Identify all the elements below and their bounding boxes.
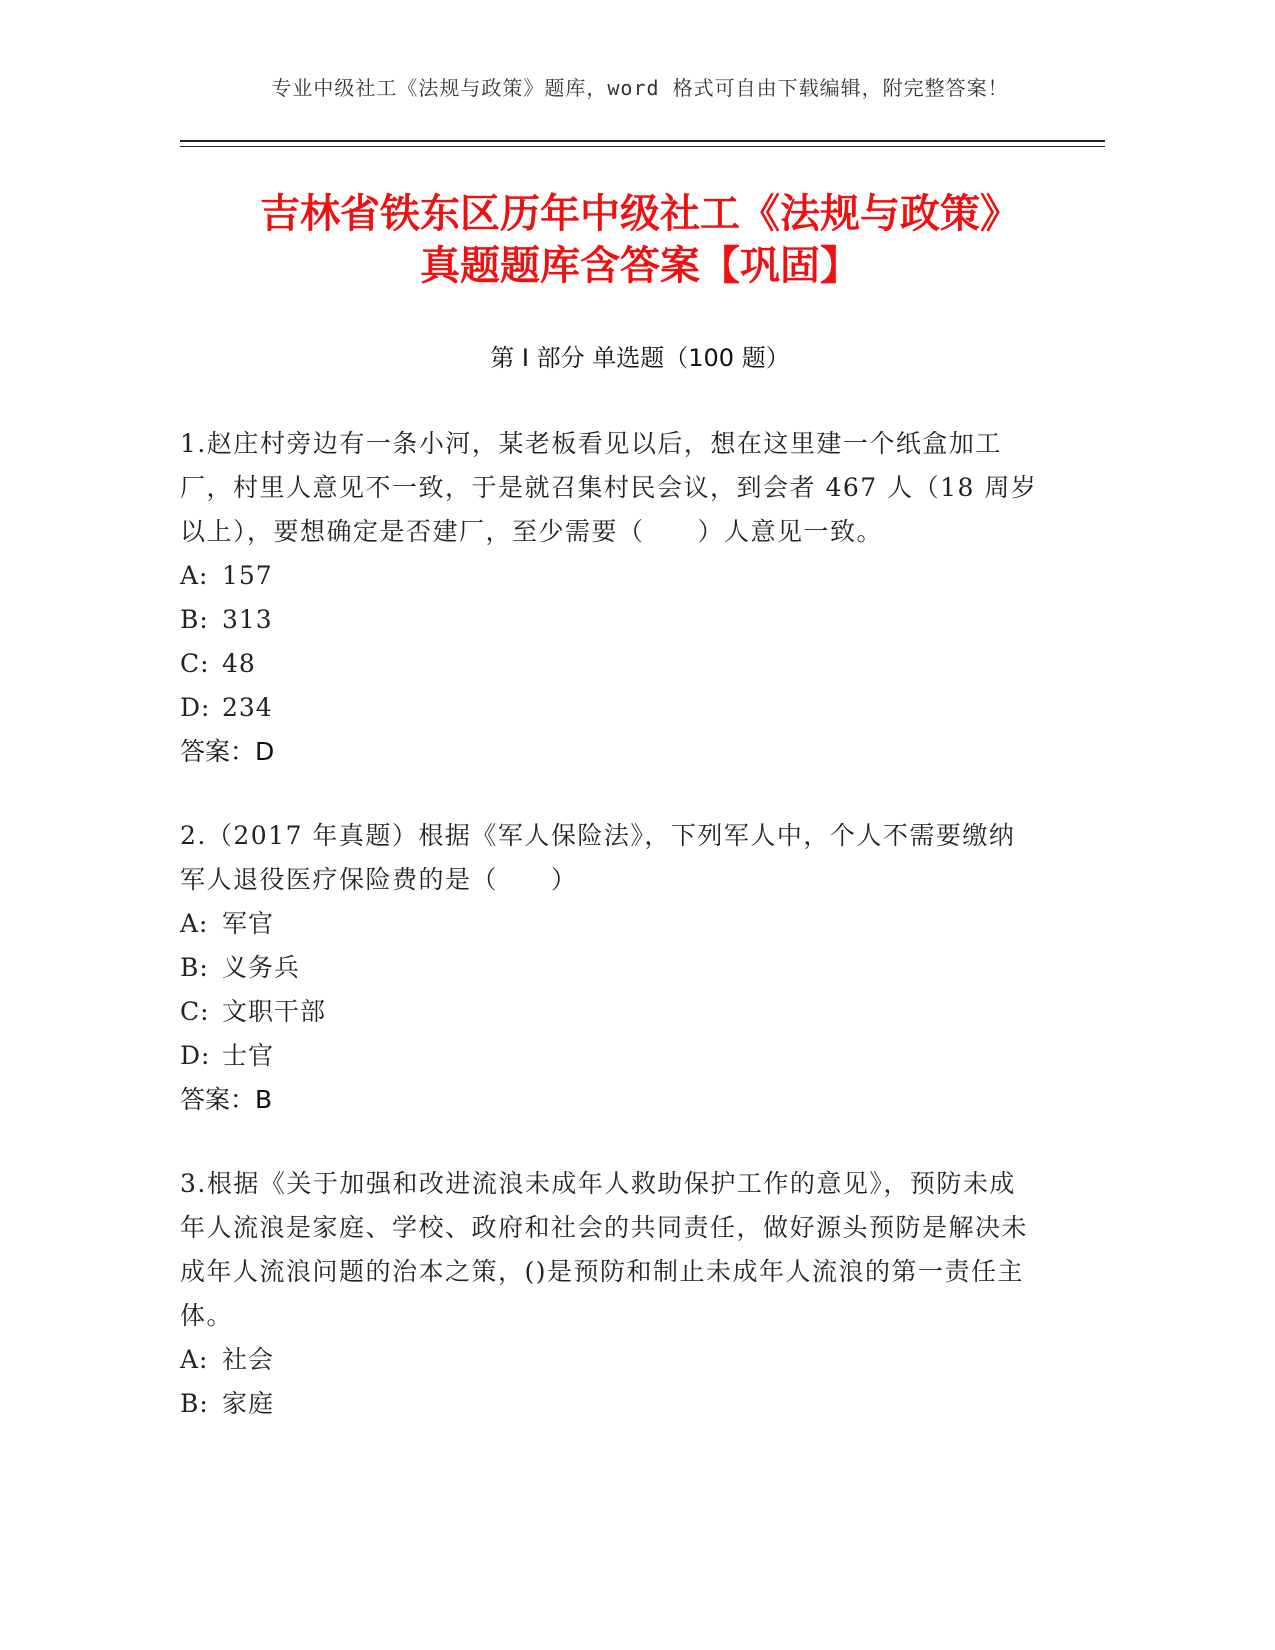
document-title — [160, 188, 1120, 292]
answer-line: 答案：B — [180, 1085, 273, 1114]
question-stem: 2.（2017 年真题）根据《军人保险法》，下列军人中，个人不需要缴纳军人退役医疗保险费的是（ ） — [180, 821, 1016, 894]
option-text: 234 — [222, 693, 273, 722]
option-text: 军官 — [222, 909, 275, 938]
question-3 — [180, 1162, 1040, 1426]
question-1 — [180, 422, 1040, 774]
option-c — [180, 990, 1040, 1034]
option-letter: C: — [180, 649, 210, 678]
header-divider-thin — [180, 146, 1105, 147]
option-b — [180, 598, 1040, 642]
option-text: 157 — [222, 561, 273, 590]
option-letter: A: — [180, 909, 209, 938]
section-heading: 第 I 部分 单选题（100 题） — [490, 344, 790, 372]
option-c — [180, 642, 1040, 686]
question-stem: 1.赵庄村旁边有一条小河，某老板看见以后，想在这里建一个纸盒加工厂，村里人意见不一致，于是就召集村民会议，到会者 467 人（18 周岁以上），要想确定是否建厂，至少需要（ ）人意见一致。 — [180, 429, 1038, 546]
option-text: 社会 — [222, 1345, 275, 1374]
option-letter: B: — [180, 953, 209, 982]
option-text: 48 — [222, 649, 256, 678]
page-header: 专业中级社工《法规与政策》题库，word 格式可自由下载编辑，附完整答案！ — [271, 76, 1009, 100]
option-d — [180, 686, 1040, 730]
option-letter: A: — [180, 561, 209, 590]
option-text: 313 — [222, 605, 273, 634]
option-text: 士官 — [222, 1041, 275, 1070]
option-b — [180, 946, 1040, 990]
option-letter: B: — [180, 1389, 209, 1418]
option-letter: D: — [180, 693, 211, 722]
document-title-line-1: 吉林省铁东区历年中级社工《法规与政策》 — [260, 191, 1020, 237]
question-2 — [180, 814, 1040, 1122]
option-text: 家庭 — [222, 1389, 275, 1418]
option-letter: B: — [180, 605, 209, 634]
header-divider-thick — [180, 140, 1105, 142]
option-a — [180, 1338, 1040, 1382]
option-text: 义务兵 — [222, 953, 301, 982]
question-stem: 3.根据《关于加强和改进流浪未成年人救助保护工作的意见》，预防未成年人流浪是家庭、学校、政府和社会的共同责任，做好源头预防是解决未成年人流浪问题的治本之策，()是预防和制止未成年人流浪的第一责任主体。 — [180, 1169, 1029, 1330]
option-letter: D: — [180, 1041, 211, 1070]
option-letter: A: — [180, 1345, 209, 1374]
question-list — [180, 422, 1040, 1466]
option-b — [180, 1382, 1040, 1426]
option-text: 文职干部 — [222, 997, 327, 1026]
option-d — [180, 1034, 1040, 1078]
document-title-line-2: 真题题库含答案【巩固】 — [420, 243, 860, 289]
answer-line: 答案：D — [180, 737, 275, 766]
option-a — [180, 902, 1040, 946]
option-a — [180, 554, 1040, 598]
option-letter: C: — [180, 997, 210, 1026]
